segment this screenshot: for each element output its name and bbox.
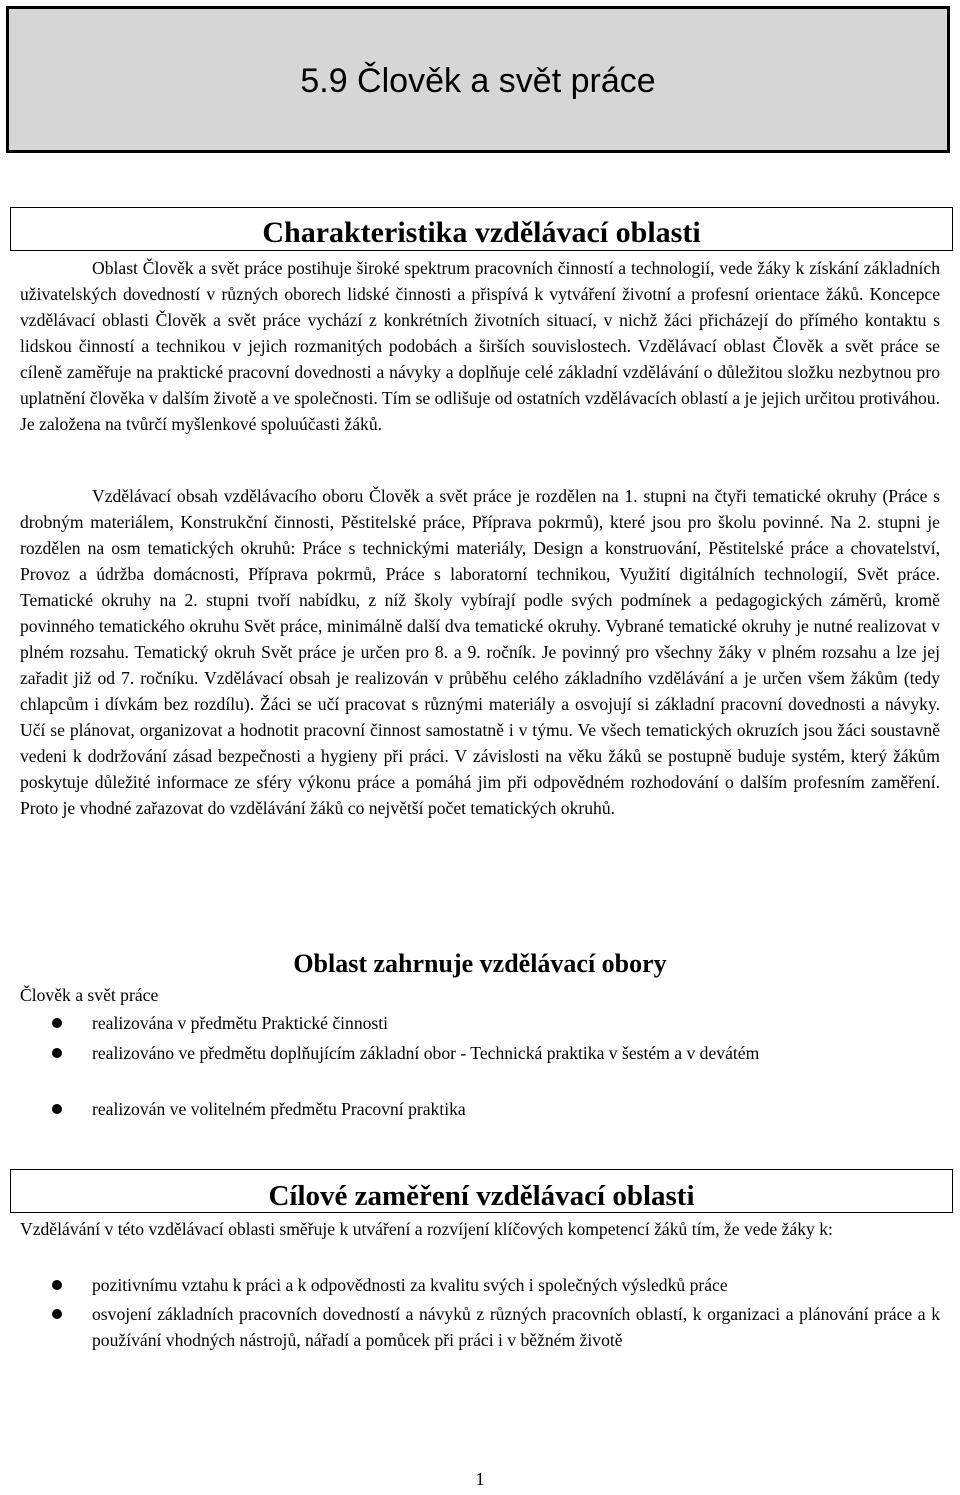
characteristics-paragraph-1: Oblast Člověk a svět práce postihuje široké spektrum pracovních činností a technologií, vede žáky k získání základních uživatelských dovedností v různých oborech lidské činnosti a přispívá k vytváření životní a profesní orientace žáků. Koncepce vzdělávací oblasti Člověk a svět práce vychází z konkrétních životních situací, v nichž žáci přicházejí do přímého kontaktu s lidskou činností a technikou v jejich rozmanitých podobách a širších souvislostech. Vzdělávací oblast Člověk a svět práce se cíleně zaměřuje na praktické pracovní dovednosti a návyky a doplňuje celé základní vzdělávání o důležitou složku nezbytnou pro uplatnění člověka v dalším životě a ve společnosti. Tím se odlišuje od ostatních vzdělávacích oblastí a je jejich určitou protiváhou. Je založena na tvůrčí myšlenkové spoluúčasti žáků. [20,258,940,434]
characteristics-heading: Charakteristika vzdělávací oblasti [10,207,953,251]
page-title: 5.9 Člověk a svět práce [300,62,656,100]
characteristics-paragraph-2: Vzdělávací obsah vzdělávacího oboru Člověk a svět práce je rozdělen na 1. stupni na čtyři tematické okruhy (Práce s drobným materiálem, Konstrukční činnosti, Pěstitelské práce, Příprava pokrmů), které jsou pro školu povinné. Na 2. stupni je rozdělen na osm tematických okruhů: Práce s technickými materiály, Design a konstruování, Pěstitelské práce a chovatelství, Provoz a údržba domácnosti, Příprava pokrmů, Práce s laboratorní technikou, Využití digitálních technologií, Svět práce. Tematické okruhy na 2. stupni tvoří nabídku, z níž školy vybírají podle svých podmínek a pedagogických záměrů, kromě povinného tematického okruhu Svět práce, minimálně další dva tematické okruhy. Vybrané tematické okruhy je nutné realizovat v plném rozsahu. Tematický okruh Svět práce je určen pro 8. a 9. ročník. Je povinný pro všechny žáky v plném rozsahu a lze jej zařadit již od 7. ročníku. Vzdělávací obsah je realizován v průběhu celého základního vzdělávání a je určen všem žákům (tedy chlapcům i dívkám bez rozdílu). Žáci se učí pracovat s různými materiály a osvojují si základní pracovní dovednosti a návyky. Učí se plánovat, organizovat a hodnotit pracovní činnost samostatně i v týmu. Ve všech tematických okruzích jsou žáci soustavně vedeni k dodržování zásad bezpečnosti a hygieny při práci. V závislosti na věku žáků se postupně buduje systém, který žákům poskytuje důležité informace ze sféry výkonu práce a pomáhá jim při odpovědném rozhodování o dalším profesním zaměření. Proto je vhodné zařazovat do vzdělávání žáků co největší počet tematických okruhů. [20,486,940,818]
bullet-icon [52,1048,62,1058]
list-item-text: realizován ve volitelném předmětu Pracovní praktika [92,1099,466,1119]
list-item-text: pozitivnímu vztahu k práci a k odpovědnosti za kvalitu svých i společných výsledků práce [92,1275,728,1295]
bullet-icon [52,1280,62,1290]
goals-heading: Cílové zaměření vzdělávací oblasti [10,1169,953,1213]
list-item-text: osvojení základních pracovních dovedností a návyků z různých pracovních oblastí, k organizaci a plánování práce a k používání vhodných nástrojů, nářadí a pomůcek při práci i v běžném životě [92,1304,940,1350]
bullet-icon [52,1018,62,1028]
bullet-icon [52,1104,62,1114]
bullet-icon [52,1309,62,1319]
fields-intro: Člověk a svět práce [20,985,159,1005]
chapter-title-box [6,6,950,153]
fields-heading: Oblast zahrnuje vzdělávací obory [293,949,667,978]
goals-intro: Vzdělávání v této vzdělávací oblasti směřuje k utváření a rozvíjení klíčových kompetencí žáků tím, že vede žáky k: [20,1219,833,1239]
list-item-text: realizováno ve předmětu doplňujícím základní obor - Technická praktika v šestém a v devátém [92,1043,760,1063]
page-number: 1 [475,1469,485,1489]
list-item-text: realizována v předmětu Praktické činnosti [92,1013,389,1033]
